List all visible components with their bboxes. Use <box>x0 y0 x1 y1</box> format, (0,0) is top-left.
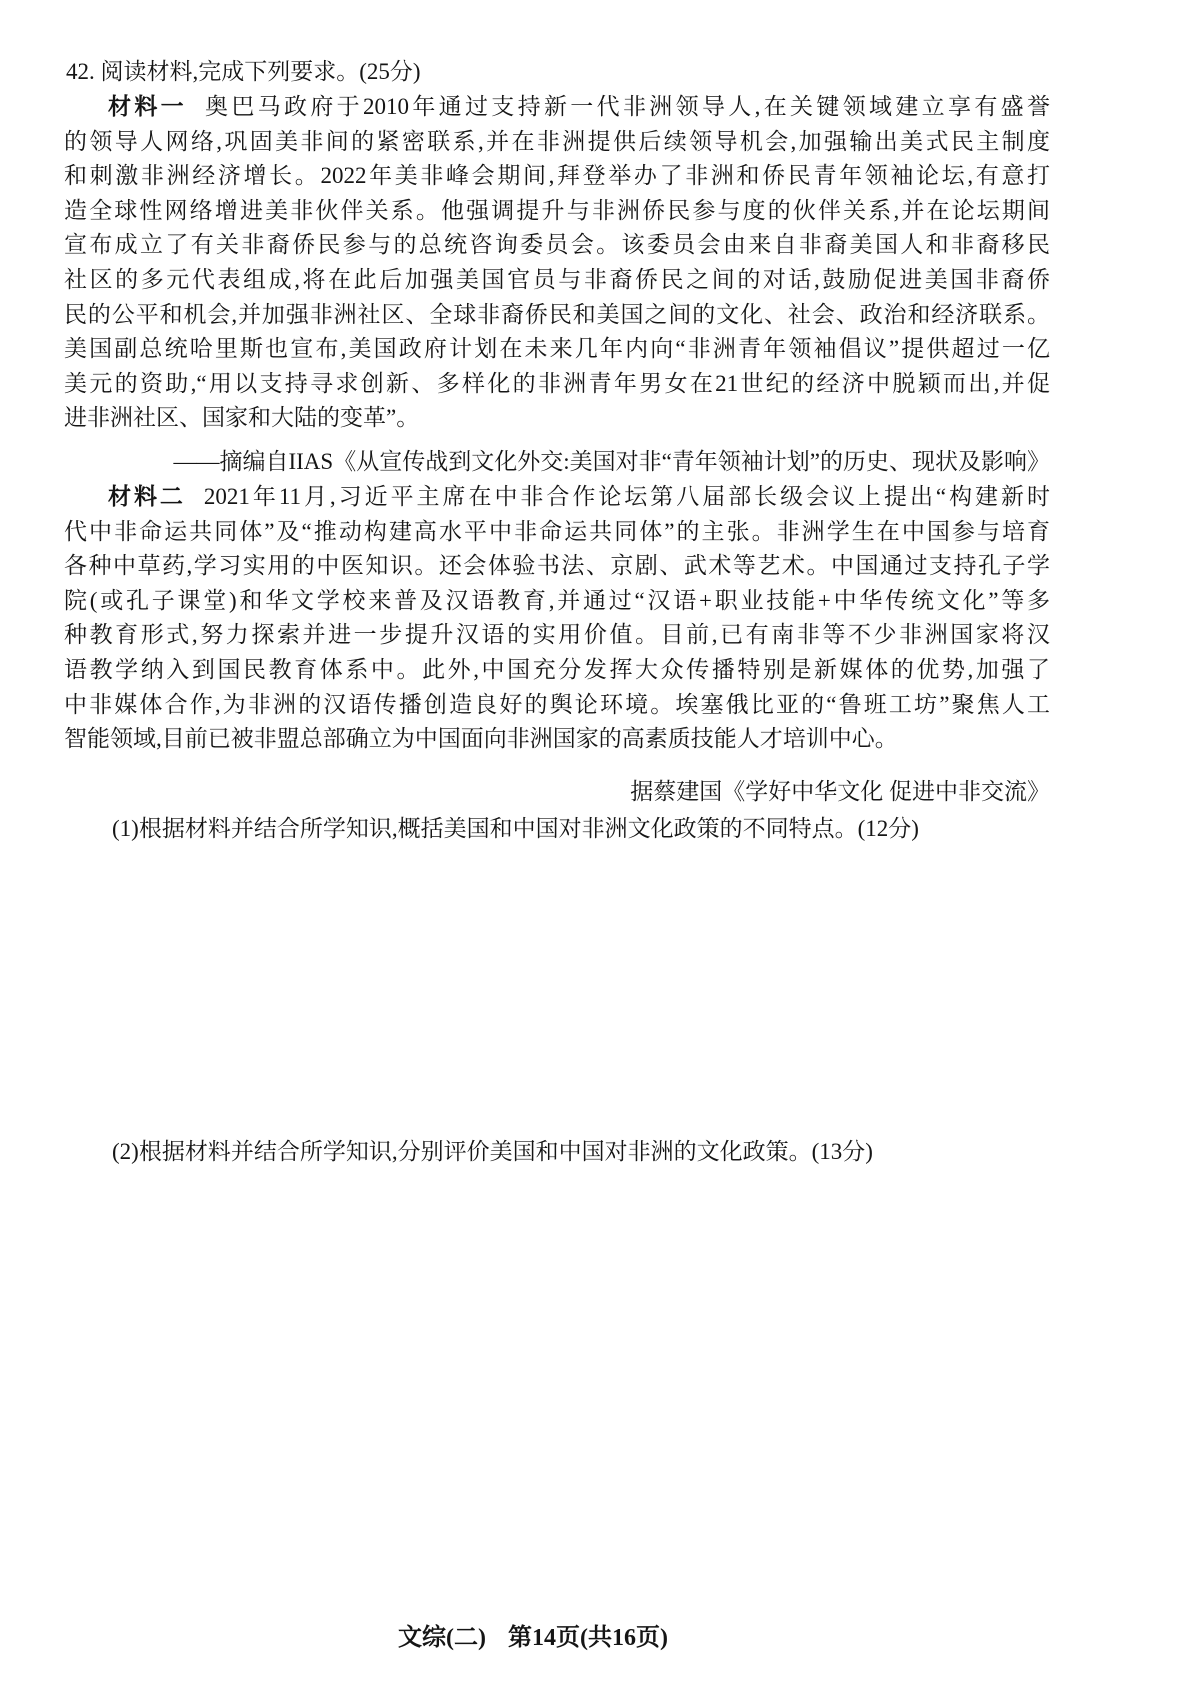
material-line: 种教育形式,努力探索并进一步提升汉语的实用价值。目前,已有南非等不少非洲国家将汉 <box>64 622 1050 648</box>
material-1 <box>64 90 1050 436</box>
material-line: 进非洲社区、国家和大陆的变革”。 <box>64 405 420 431</box>
material-2-source: 据蔡建国《学好中华文化 促进中非交流》 <box>630 779 1050 804</box>
question-header-block <box>66 55 1052 90</box>
material-line: 代中非命运共同体”及“推动构建高水平中非命运共同体”的主张。非洲学生在中国参与培育 <box>64 518 1050 544</box>
material-1-line-text: 奥巴马政府于2010年通过支持新一代非洲领导人,在关键领域建立享有盛誉 <box>205 94 1051 119</box>
material-line: 社区的多元代表组成,将在此后加强美国官员与非裔侨民之间的对话,鼓励促进美国非裔侨 <box>64 266 1050 292</box>
material-line: 智能领域,目前已被非盟总部确立为中国面向非洲国家的高素质技能人才培训中心。 <box>64 726 898 752</box>
material-line <box>64 480 1050 515</box>
answer-space-2 <box>64 1185 1050 1585</box>
material-line: 和刺激非洲经济增长。2022年美非峰会期间,拜登举办了非洲和侨民青年领袖论坛,有意打 <box>64 163 1050 189</box>
sub-question-1: (1)根据材料并结合所学知识,概括美国和中国对非洲文化政策的不同特点。(12分) <box>112 816 919 841</box>
material-line: 宣布成立了有关非裔侨民参与的总统咨询委员会。该委员会由来自非裔美国人和非裔移民 <box>64 232 1050 258</box>
material-1-label: 材料一 <box>108 94 187 119</box>
material-1-source: ——摘编自IIAS《从宣传战到文化外交:美国对非“青年领袖计划”的历史、现状及影响》 <box>173 449 1050 474</box>
material-1-source-block <box>64 445 1050 480</box>
material-2-line-text: 2021年11月,习近平主席在中非合作论坛第八届部长级会议上提出“构建新时 <box>203 484 1050 509</box>
material-line: 造全球性网络增进美非伙伴关系。他强调提升与非洲侨民参与度的伙伴关系,并在论坛期间 <box>64 197 1050 223</box>
material-line <box>64 90 1050 125</box>
material-2 <box>64 480 1050 757</box>
sub-question-2: (2)根据材料并结合所学知识,分别评价美国和中国对非洲的文化政策。(13分) <box>112 1139 873 1164</box>
answer-space-1 <box>64 860 1050 1120</box>
page-footer <box>398 1620 668 1656</box>
material-line: 美元的资助,“用以支持寻求创新、多样化的非洲青年男女在21世纪的经济中脱颖而出,并促 <box>64 370 1050 396</box>
material-2-label: 材料二 <box>108 484 186 509</box>
footer-subject: 文综(二) <box>398 1625 486 1651</box>
material-line: 的领导人网络,巩固美非间的紧密联系,并在非洲提供后续领导机会,加强输出美式民主制度 <box>64 128 1050 154</box>
footer-page-number: 第14页(共16页) <box>507 1625 668 1651</box>
sub-question-2-block <box>64 1135 1050 1170</box>
material-line: 民的公平和机会,并加强非洲社区、全球非裔侨民和美国之间的文化、社会、政治和经济联系。 <box>64 301 1050 327</box>
material-line: 院(或孔子课堂)和华文学校来普及汉语教育,并通过“汉语+职业技能+中华传统文化”等多 <box>64 587 1050 613</box>
material-line: 美国副总统哈里斯也宣布,美国政府计划在未来几年内向“非洲青年领袖倡议”提供超过一亿 <box>64 336 1050 362</box>
material-2-source-block <box>64 775 1050 810</box>
material-line: 语教学纳入到国民教育体系中。此外,中国充分发挥大众传播特别是新媒体的优势,加强了 <box>64 656 1050 682</box>
material-line: 中非媒体合作,为非洲的汉语传播创造良好的舆论环境。埃塞俄比亚的“鲁班工坊”聚焦人工 <box>64 691 1050 717</box>
sub-question-1-block <box>64 812 1050 847</box>
question-header: 42. 阅读材料,完成下列要求。(25分) <box>66 59 421 84</box>
material-line: 各种中草药,学习实用的中医知识。还会体验书法、京剧、武术等艺术。中国通过支持孔子学 <box>64 553 1050 579</box>
